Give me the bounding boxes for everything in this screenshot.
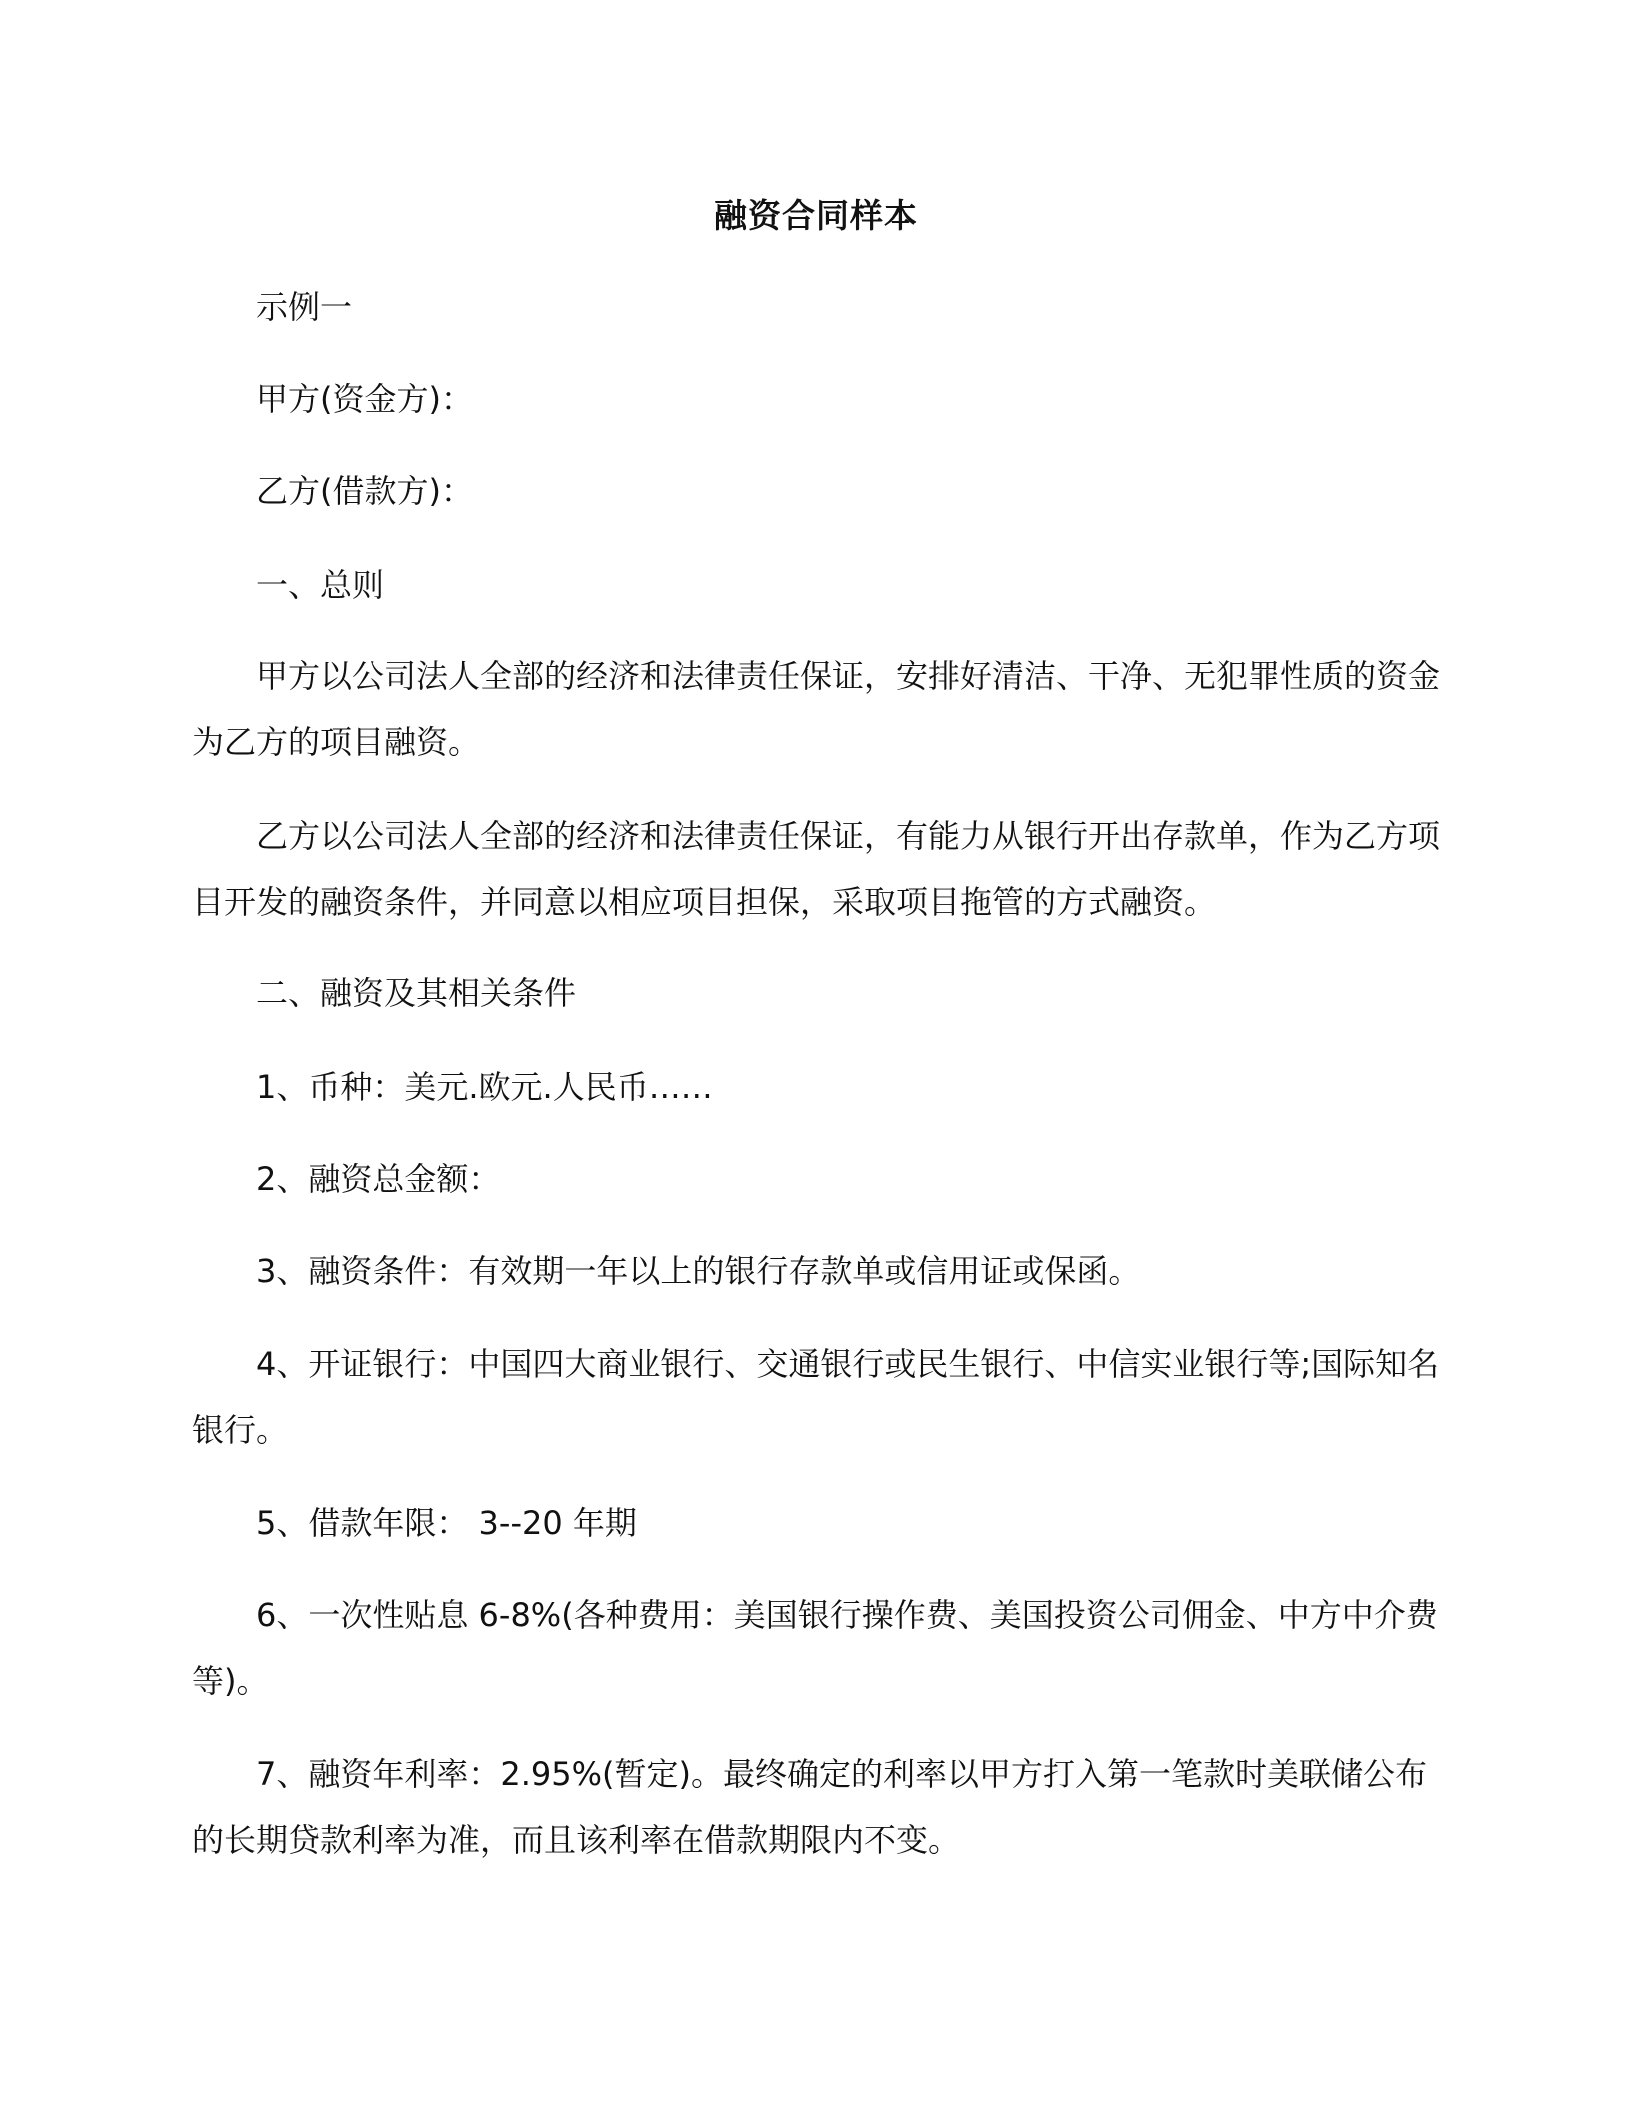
term-total-amount: 2、融资总金额： (256, 1160, 501, 1198)
section-heading-general: 一、总则 (256, 566, 385, 604)
party-a-line: 甲方(资金方)： (256, 380, 473, 418)
page-title: 融资合同样本 (714, 196, 918, 235)
term-loan-period: 5、借款年限： 3--20 年期 (256, 1504, 637, 1542)
example-label: 示例一 (256, 288, 353, 326)
term-discount-fee: 6、一次性贴息 6-8%(各种费用：美国银行操作费、美国投资公司佣金、中方中介费等)。 (192, 1596, 1438, 1700)
paragraph-party-b-guarantee: 乙方以公司法人全部的经济和法律责任保证，有能力从银行开出存款单，作为乙方项目开发的融资条件，并同意以相应项目担保，采取项目拖管的方式融资。 (192, 817, 1441, 921)
term-conditions: 3、融资条件：有效期一年以上的银行存款单或信用证或保函。 (256, 1252, 1141, 1290)
term-issuing-bank: 4、开证银行：中国四大商业银行、交通银行或民生银行、中信实业银行等;国际知名银行。 (192, 1345, 1440, 1449)
term-interest-rate: 7、融资年利率：2.95%(暂定)。最终确定的利率以甲方打入第一笔款时美联储公布的长期贷款利率为准，而且该利率在借款期限内不变。 (192, 1755, 1427, 1859)
term-currency: 1、币种：美元.欧元.人民币…… (256, 1068, 713, 1106)
party-b-line: 乙方(借款方)： (256, 472, 473, 510)
section-heading-financing-terms: 二、融资及其相关条件 (256, 974, 577, 1012)
paragraph-party-a-guarantee: 甲方以公司法人全部的经济和法律责任保证，安排好清洁、干净、无犯罪性质的资金为乙方的项目融资。 (192, 657, 1441, 761)
